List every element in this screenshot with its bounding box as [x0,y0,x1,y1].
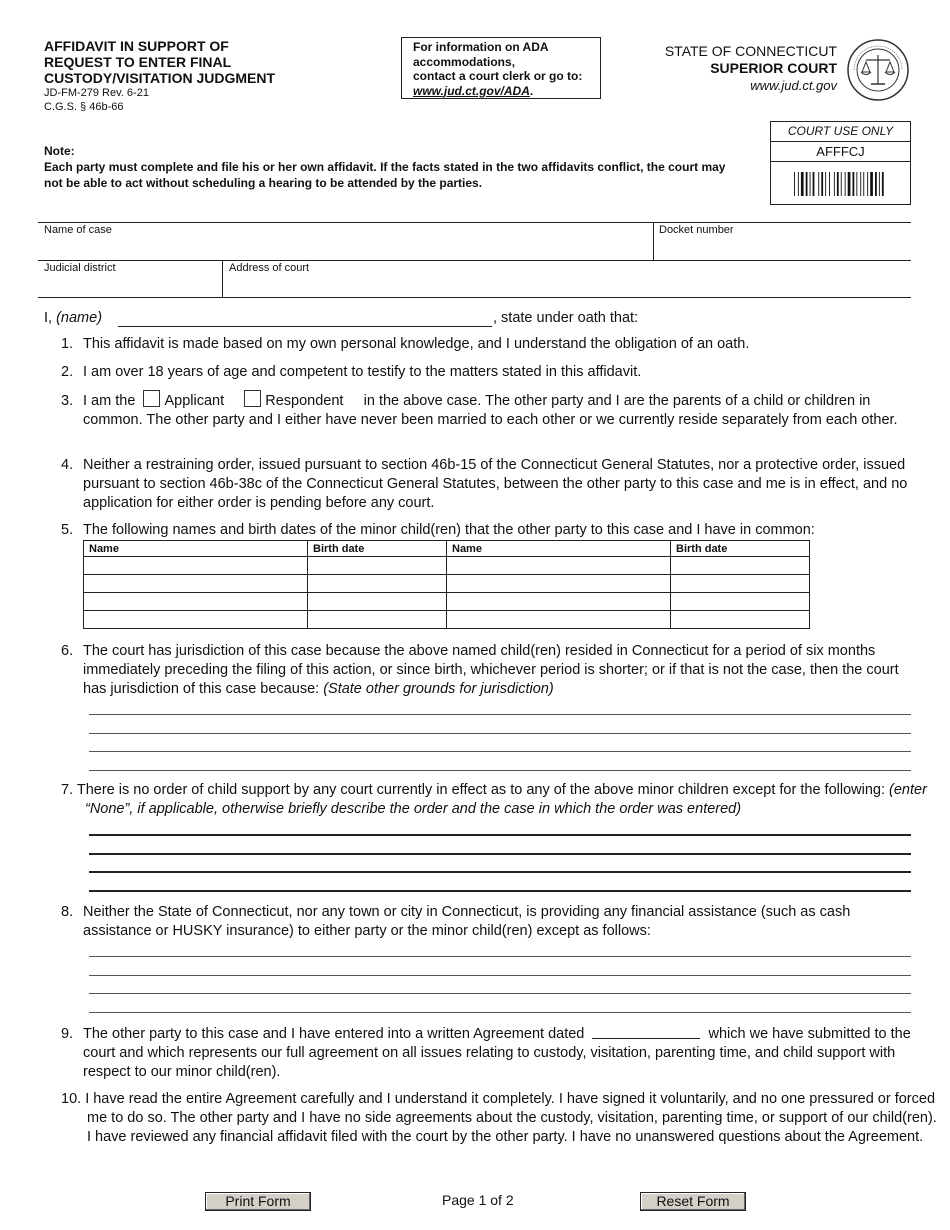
birth-date-cell[interactable] [308,575,447,593]
item-9: 9. The other party to this case and I have entered into a written Agreement dated which we have submitted to the court and which represents our full agreement on all issues relating to custody, visitation, parenting time, and child support with respect to our minor child(ren). [61,1026,911,1080]
judicial-seal-icon [846,38,910,102]
name-of-case-field[interactable] [40,238,650,258]
docket-number-field[interactable] [656,238,909,258]
financial-assistance-line[interactable] [89,993,911,994]
oath-suffix: , state under oath that: [493,310,639,326]
reset-form-button[interactable]: Reset Form [640,1192,746,1211]
birth-date-cell[interactable] [308,611,447,629]
address-of-court-label: Address of court [229,262,310,274]
jurisdiction-line[interactable] [89,733,911,734]
court-heading: STATE OF CONNECTICUT SUPERIOR COURT www.jud.ct.gov [640,43,837,94]
child-name-cell[interactable] [84,593,308,611]
note: Note: Each party must complete and file his or her own affidavit. If the facts stated in the two affidavits conflict, the court may not be able to act without scheduling a hearing to be attended by the parties. [44,144,726,190]
docket-number-label: Docket number [659,224,734,236]
judicial-district-label: Judicial district [44,262,116,274]
col-birth-date: Birth date [671,541,810,557]
item-5: 5. The following names and birth dates of the minor child(ren) that the other party to this case and I have in common: [61,522,815,538]
child-support-line[interactable] [89,853,911,855]
child-name-cell[interactable] [447,575,671,593]
ada-info-box: For information on ADA accommodations, contact a court clerk or go to: www.jud.ct.gov/ADA. [401,37,601,99]
item-4: 4. Neither a restraining order, issued pursuant to section 46b-15 of the Connecticut General Statutes, nor a protective order, issued pursuant to section 46b-38c of the Connecticut General Statutes, between the other party to this case and me is in effect, and no application for either order is pending before any court. [61,457,908,511]
financial-assistance-line[interactable] [89,956,911,957]
item-8: 8. Neither the State of Connecticut, nor any town or city in Connecticut, is providing any financial assistance (such as cash assistance or HUSKY insurance) to either party or the minor child(ren) except as follows: [61,904,851,939]
birth-date-cell[interactable] [671,593,810,611]
child-name-cell[interactable] [84,557,308,575]
col-birth-date: Birth date [308,541,447,557]
item-2: 2. I am over 18 years of age and competent to testify to the matters stated in this affidavit. [61,364,642,380]
applicant-checkbox[interactable] [143,390,160,407]
form-number: JD-FM-279 Rev. 6-21 C.G.S. § 46b-66 [44,87,149,113]
name-of-case-label: Name of case [44,224,112,236]
birth-date-cell[interactable] [308,557,447,575]
child-name-cell[interactable] [447,593,671,611]
financial-assistance-line[interactable] [89,1012,911,1013]
website-link[interactable]: www.jud.ct.gov [750,78,837,93]
court-use-box: COURT USE ONLY AFFFCJ [770,121,911,205]
financial-assistance-line[interactable] [89,975,911,976]
page-number: Page 1 of 2 [442,1192,514,1208]
item-3: 3. I am the Applicant Respondent in the above case. The other party and I are the parents of a child or children in common. The other party and I either have never been married to each other or we currently reside separately from each other. [61,390,933,430]
birth-date-cell[interactable] [671,575,810,593]
child-name-cell[interactable] [447,557,671,575]
table-row [84,557,810,575]
respondent-checkbox[interactable] [244,390,261,407]
item-10: 10. I have read the entire Agreement carefully and I understand it completely. I have signed it voluntarily, and no one pressured or forced me to do so. The other party and I have no side agreements about the custody, visitation, parenting time, or support of our child(ren). I have reviewed any financial affidavit filed with the court by the other party. I have no unanswered questions about the Agreement. [61,1091,937,1145]
barcode-icon [793,171,889,197]
children-table [83,540,810,629]
form-title: AFFIDAVIT IN SUPPORT OF REQUEST TO ENTER FINAL CUSTODY/VISITATION JUDGMENT [44,38,276,86]
item-6: 6. The court has jurisdiction of this case because the above named child(ren) resided in Connecticut for a period of six months immediately preceding the filing of this action, or since birth, whichever period is shorter; or if that is not the case, then the court has jurisdiction of this case because: (State other grounds for jurisdiction) [61,643,899,697]
child-name-cell[interactable] [84,575,308,593]
jurisdiction-line[interactable] [89,714,911,715]
agreement-date-field[interactable] [592,1024,700,1039]
table-row [84,611,810,629]
child-support-line[interactable] [89,871,911,873]
child-support-line[interactable] [89,834,911,836]
child-support-line[interactable] [89,890,911,892]
child-name-cell[interactable] [84,611,308,629]
address-of-court-field[interactable] [226,276,909,296]
col-name: Name [447,541,671,557]
oath-prefix: I, (name) [44,310,103,326]
table-row [84,593,810,611]
ada-link[interactable]: www.jud.ct.gov/ADA [413,83,530,98]
child-name-cell[interactable] [447,611,671,629]
item-7: 7. There is no order of child support by any court currently in effect as to any of the above minor children except for the following: (enter “None”, if applicable, otherwise briefly describe the order and the case in which the order was entered) [61,782,927,817]
birth-date-cell[interactable] [671,557,810,575]
jurisdiction-line[interactable] [89,770,911,771]
col-name: Name [84,541,308,557]
birth-date-cell[interactable] [308,593,447,611]
print-form-button[interactable]: Print Form [205,1192,311,1211]
birth-date-cell[interactable] [671,611,810,629]
judicial-district-field[interactable] [40,276,220,296]
item-1: 1. This affidavit is made based on my own personal knowledge, and I understand the obligation of an oath. [61,336,750,352]
table-row [84,575,810,593]
jurisdiction-line[interactable] [89,751,911,752]
affiant-name-field[interactable] [118,309,492,327]
